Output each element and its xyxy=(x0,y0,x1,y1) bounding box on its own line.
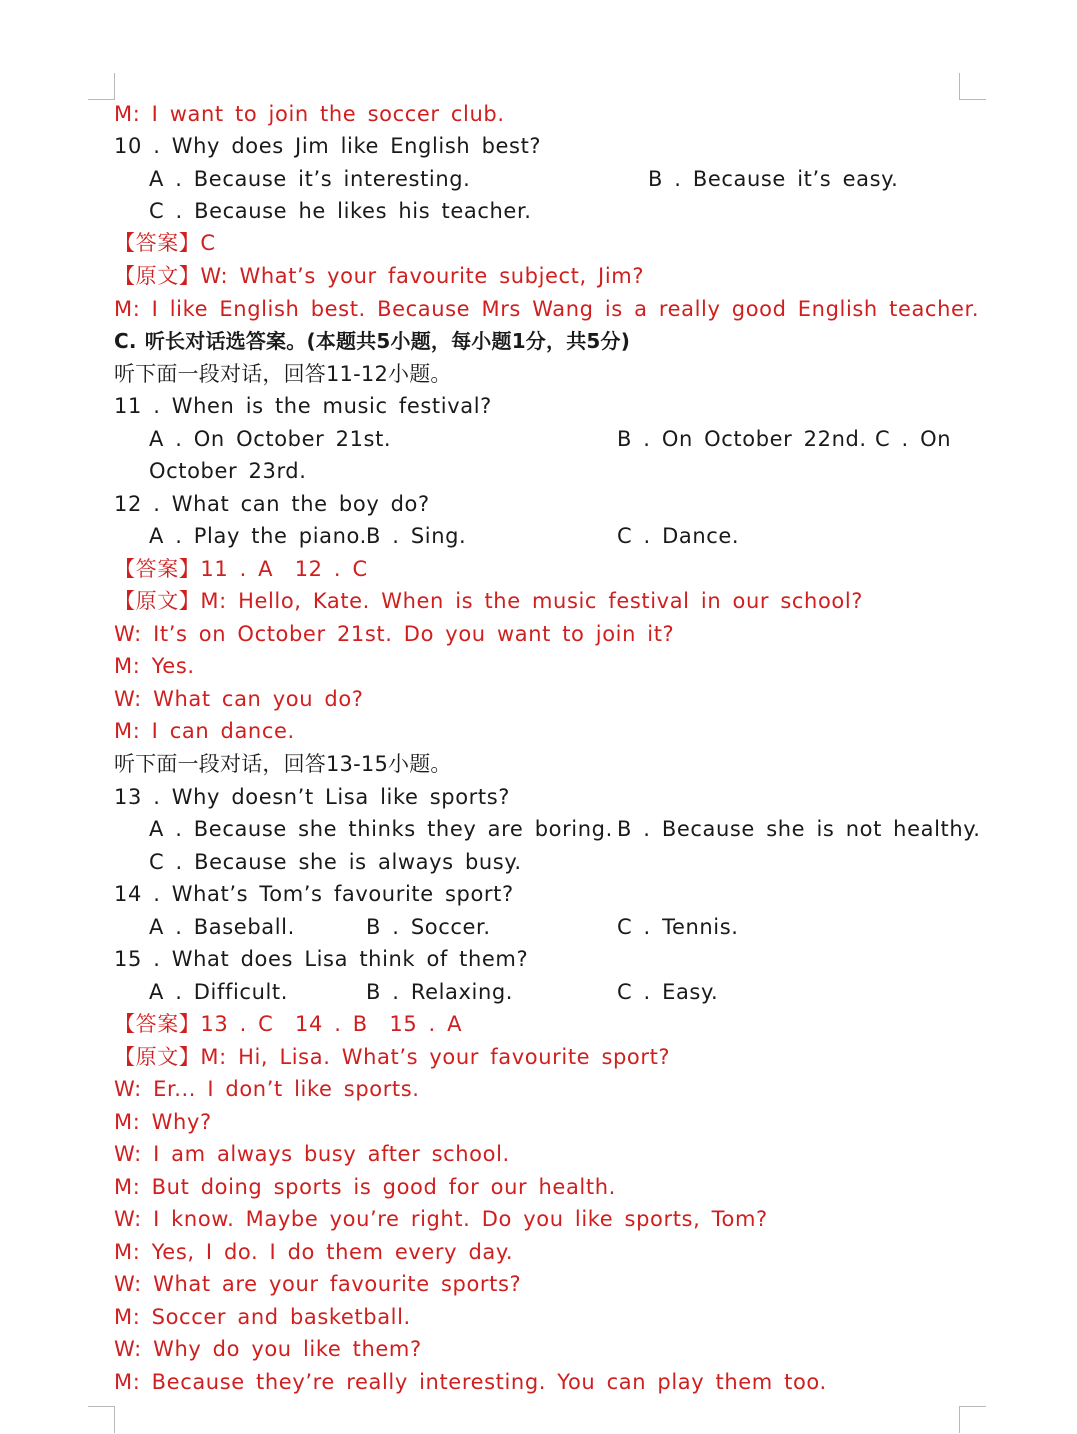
transcript-line: W: It’s on October 21st. Do you want to join it? xyxy=(114,622,675,646)
transcript-line: M: I want to join the soccer club. xyxy=(114,102,505,126)
question-11: 11 . When is the music festival? xyxy=(114,394,492,418)
crop-mark-bottom-left xyxy=(88,1406,115,1433)
transcript-line: W: Why do you like them? xyxy=(114,1337,422,1361)
q11-option-b: B . On October 22nd. xyxy=(617,427,867,451)
answer-key: 【答案】11 . A 12 . C xyxy=(114,557,368,581)
transcript-line: 【原文】M: Hello, Kate. When is the music festival in our school? xyxy=(114,589,864,613)
dialogue-instruction: 听下面一段对话，回答11-12小题。 xyxy=(114,362,452,386)
q12-option-b: B . Sing. xyxy=(366,524,467,548)
q11-option-a: A . On October 21st. xyxy=(149,427,392,451)
q15-option-a: A . Difficult. xyxy=(149,980,289,1004)
transcript-line: 【原文】M: Hi, Lisa. What’s your favourite sport? xyxy=(114,1045,671,1069)
transcript-line: W: Er... I don’t like sports. xyxy=(114,1077,420,1101)
transcript-line: M: I like English best. Because Mrs Wang is a really good English teacher. xyxy=(114,297,980,321)
q14-option-a: A . Baseball. xyxy=(149,915,295,939)
q15-option-b: B . Relaxing. xyxy=(366,980,514,1004)
q10-option-b: B . Because it’s easy. xyxy=(648,167,899,191)
q13-option-a: A . Because she thinks they are boring. xyxy=(149,817,613,841)
answer-key: 【答案】13 . C 14 . B 15 . A xyxy=(114,1012,463,1036)
transcript-line: M: Why? xyxy=(114,1110,212,1134)
q13-option-b: B . Because she is not healthy. xyxy=(617,817,981,841)
transcript-line: M: Yes, I do. I do them every day. xyxy=(114,1240,514,1264)
crop-mark-top-right xyxy=(959,73,986,100)
q12-option-a: A . Play the piano. xyxy=(149,524,367,548)
transcript-line: M: Yes. xyxy=(114,654,195,678)
q14-option-b: B . Soccer. xyxy=(366,915,491,939)
transcript-line: 【原文】W: What’s your favourite subject, Jim? xyxy=(114,264,645,288)
q13-option-c: C . Because she is always busy. xyxy=(149,850,522,874)
question-13: 13 . Why doesn’t Lisa like sports? xyxy=(114,785,511,809)
section-heading: C. 听长对话选答案。(本题共5小题，每小题1分，共5分) xyxy=(114,329,631,353)
transcript-line: M: But doing sports is good for our health. xyxy=(114,1175,616,1199)
answer-key: 【答案】C xyxy=(114,231,216,255)
transcript-line: W: I am always busy after school. xyxy=(114,1142,510,1166)
q11-option-c: C . On xyxy=(875,427,952,451)
question-12: 12 . What can the boy do? xyxy=(114,492,430,516)
q11-option-c-continued: October 23rd. xyxy=(149,459,307,483)
question-15: 15 . What does Lisa think of them? xyxy=(114,947,529,971)
transcript-line: M: Because they’re really interesting. You can play them too. xyxy=(114,1370,827,1394)
crop-mark-bottom-right xyxy=(959,1406,986,1433)
q14-option-c: C . Tennis. xyxy=(617,915,739,939)
transcript-line: M: Soccer and basketball. xyxy=(114,1305,411,1329)
question-14: 14 . What’s Tom’s favourite sport? xyxy=(114,882,514,906)
transcript-line: M: I can dance. xyxy=(114,719,295,743)
q12-option-c: C . Dance. xyxy=(617,524,740,548)
q10-option-c: C . Because he likes his teacher. xyxy=(149,199,532,223)
crop-mark-top-left xyxy=(88,73,115,100)
question-10: 10 . Why does Jim like English best? xyxy=(114,134,542,158)
transcript-line: W: I know. Maybe you’re right. Do you like sports, Tom? xyxy=(114,1207,768,1231)
dialogue-instruction: 听下面一段对话，回答13-15小题。 xyxy=(114,752,452,776)
transcript-line: W: What are your favourite sports? xyxy=(114,1272,522,1296)
transcript-line: W: What can you do? xyxy=(114,687,364,711)
q15-option-c: C . Easy. xyxy=(617,980,719,1004)
q10-option-a: A . Because it’s interesting. xyxy=(149,167,471,191)
